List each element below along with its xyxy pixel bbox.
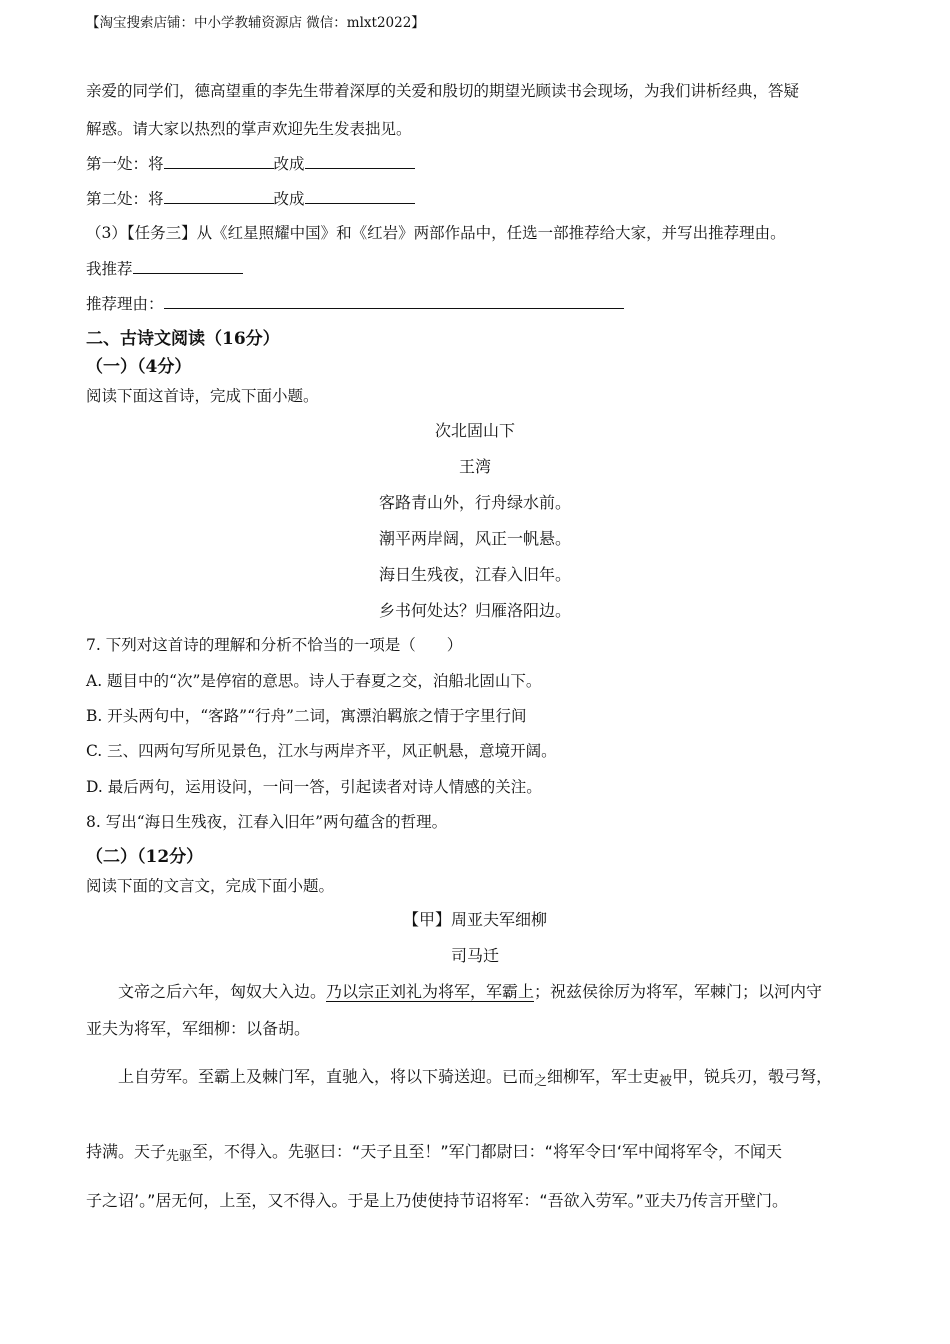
fix2-original-blank[interactable] <box>164 187 274 204</box>
part2-intro: 阅读下面的文言文，完成下面小题。 <box>86 877 335 895</box>
task2-text-line2: 解惑。请大家以热烈的掌声欢迎先生发表拙见。 <box>86 120 412 138</box>
fix1-mid-label: 改成 <box>273 155 305 173</box>
task2-text-line1: 亲爱的同学们，德高望重的李先生带着深厚的关爱和殷切的期望光顾读书会现场，为我们讲析经典，答疑 <box>86 82 800 100</box>
passage-text: ；祝兹侯徐厉为将军，军棘门；以河内守 <box>534 982 823 1001</box>
poem-line: 潮平两岸阔，风正一帆悬。 <box>378 529 571 548</box>
q8-stem: 8. 写出“海日生残夜，江春入旧年”两句蕴含的哲理。 <box>86 813 448 831</box>
fix2-mid-label: 改成 <box>273 190 305 208</box>
passage-key-word: 之 <box>534 1074 548 1089</box>
fix1-row <box>86 152 415 175</box>
reason-label: 推荐理由： <box>86 295 164 313</box>
passage-text: 至，不得入。先驱曰：“天子且至！”军门都尉曰：“将军令曰‘军中闻将军令，不闻天 <box>192 1142 782 1161</box>
fix1-corrected-blank[interactable] <box>305 152 415 169</box>
poem-line: 乡书何处达？归雁洛阳边。 <box>378 601 571 620</box>
fix2-corrected-blank[interactable] <box>305 187 415 204</box>
part2-title: （二）（12分） <box>86 847 204 867</box>
passage-p1-line2: 亚夫为将军，军细柳：以备胡。 <box>86 1019 311 1038</box>
passage-title-bracket: 【甲】 <box>402 910 451 929</box>
fix2-row <box>86 187 415 210</box>
poem-line: 海日生残夜，江春入旧年。 <box>378 565 571 584</box>
recommend-row <box>86 257 243 280</box>
part1-intro: 阅读下面这首诗，完成下面小题。 <box>86 387 319 405</box>
passage-text: 上自劳军。至霸上及棘门军，直驰入，将以下骑送迎。已而 <box>118 1067 535 1086</box>
fix2-label: 第二处：将 <box>86 190 164 208</box>
section2-title: 二、古诗文阅读（16分） <box>86 329 280 349</box>
passage-p2-line3: 子之诏’。”居无何，上至，又不得入。于是上乃使使持节诏将军：“吾欲入劳军。”亚夫乃传言开壁门。 <box>86 1191 788 1210</box>
recommend-blank[interactable] <box>133 257 243 274</box>
part1-title: （一）（4分） <box>86 357 192 377</box>
recommend-label: 我推荐 <box>86 260 133 278</box>
q7-option-a[interactable]: A. 题目中的“次”是停宿的意思。诗人于春夏之交，泊船北固山下。 <box>86 672 542 690</box>
q7-option-d[interactable]: D. 最后两句，运用设问，一问一答，引起读者对诗人情感的关注。 <box>86 778 542 796</box>
passage-p2-line2 <box>86 1141 782 1165</box>
passage-title-text: 周亚夫军细柳 <box>451 910 548 929</box>
q7-stem: 7. 下列对这首诗的理解和分析不恰当的一项是（ ） <box>86 636 463 654</box>
page-header: 【淘宝搜索店铺：中小学教辅资源店 微信：mlxt2022】 <box>86 15 425 31</box>
passage-text: 细柳军，军士吏 <box>547 1067 660 1086</box>
q7-option-c[interactable]: C. 三、四两句写所见景色，江水与两岸齐平，风正帆悬，意境开阔。 <box>86 742 557 760</box>
reason-row <box>86 292 624 315</box>
passage-p2-line1 <box>118 1066 832 1090</box>
passage-key-word: 被 <box>659 1074 673 1089</box>
poem-line: 客路青山外，行舟绿水前。 <box>378 493 571 512</box>
passage-author: 司马迁 <box>450 946 499 965</box>
poem-author: 王湾 <box>458 457 491 476</box>
q7-option-b[interactable]: B. 开头两句中，“客路”“行舟”二词，寓漂泊羁旅之情于字里行间 <box>86 707 527 725</box>
passage-p1-line1 <box>118 981 822 1003</box>
passage-key-word: 先驱 <box>166 1149 193 1164</box>
task3-prompt: （3）【任务三】从《红星照耀中国》和《红岩》两部作品中，任选一部推荐给大家，并写出推荐理由。 <box>86 224 786 242</box>
passage-title <box>0 909 950 931</box>
passage-text: 持满。天子 <box>86 1142 167 1161</box>
fix1-label: 第一处：将 <box>86 155 164 173</box>
fix1-original-blank[interactable] <box>164 152 274 169</box>
poem-title: 次北固山下 <box>434 421 515 440</box>
passage-underlined-sentence: 乃以宗正刘礼为将军，军霸上 <box>326 982 535 1001</box>
passage-text: 文帝之后六年，匈奴大入边。 <box>118 982 327 1001</box>
reason-blank[interactable] <box>164 292 624 309</box>
passage-text: 甲，锐兵刃，彀弓弩， <box>672 1067 833 1086</box>
